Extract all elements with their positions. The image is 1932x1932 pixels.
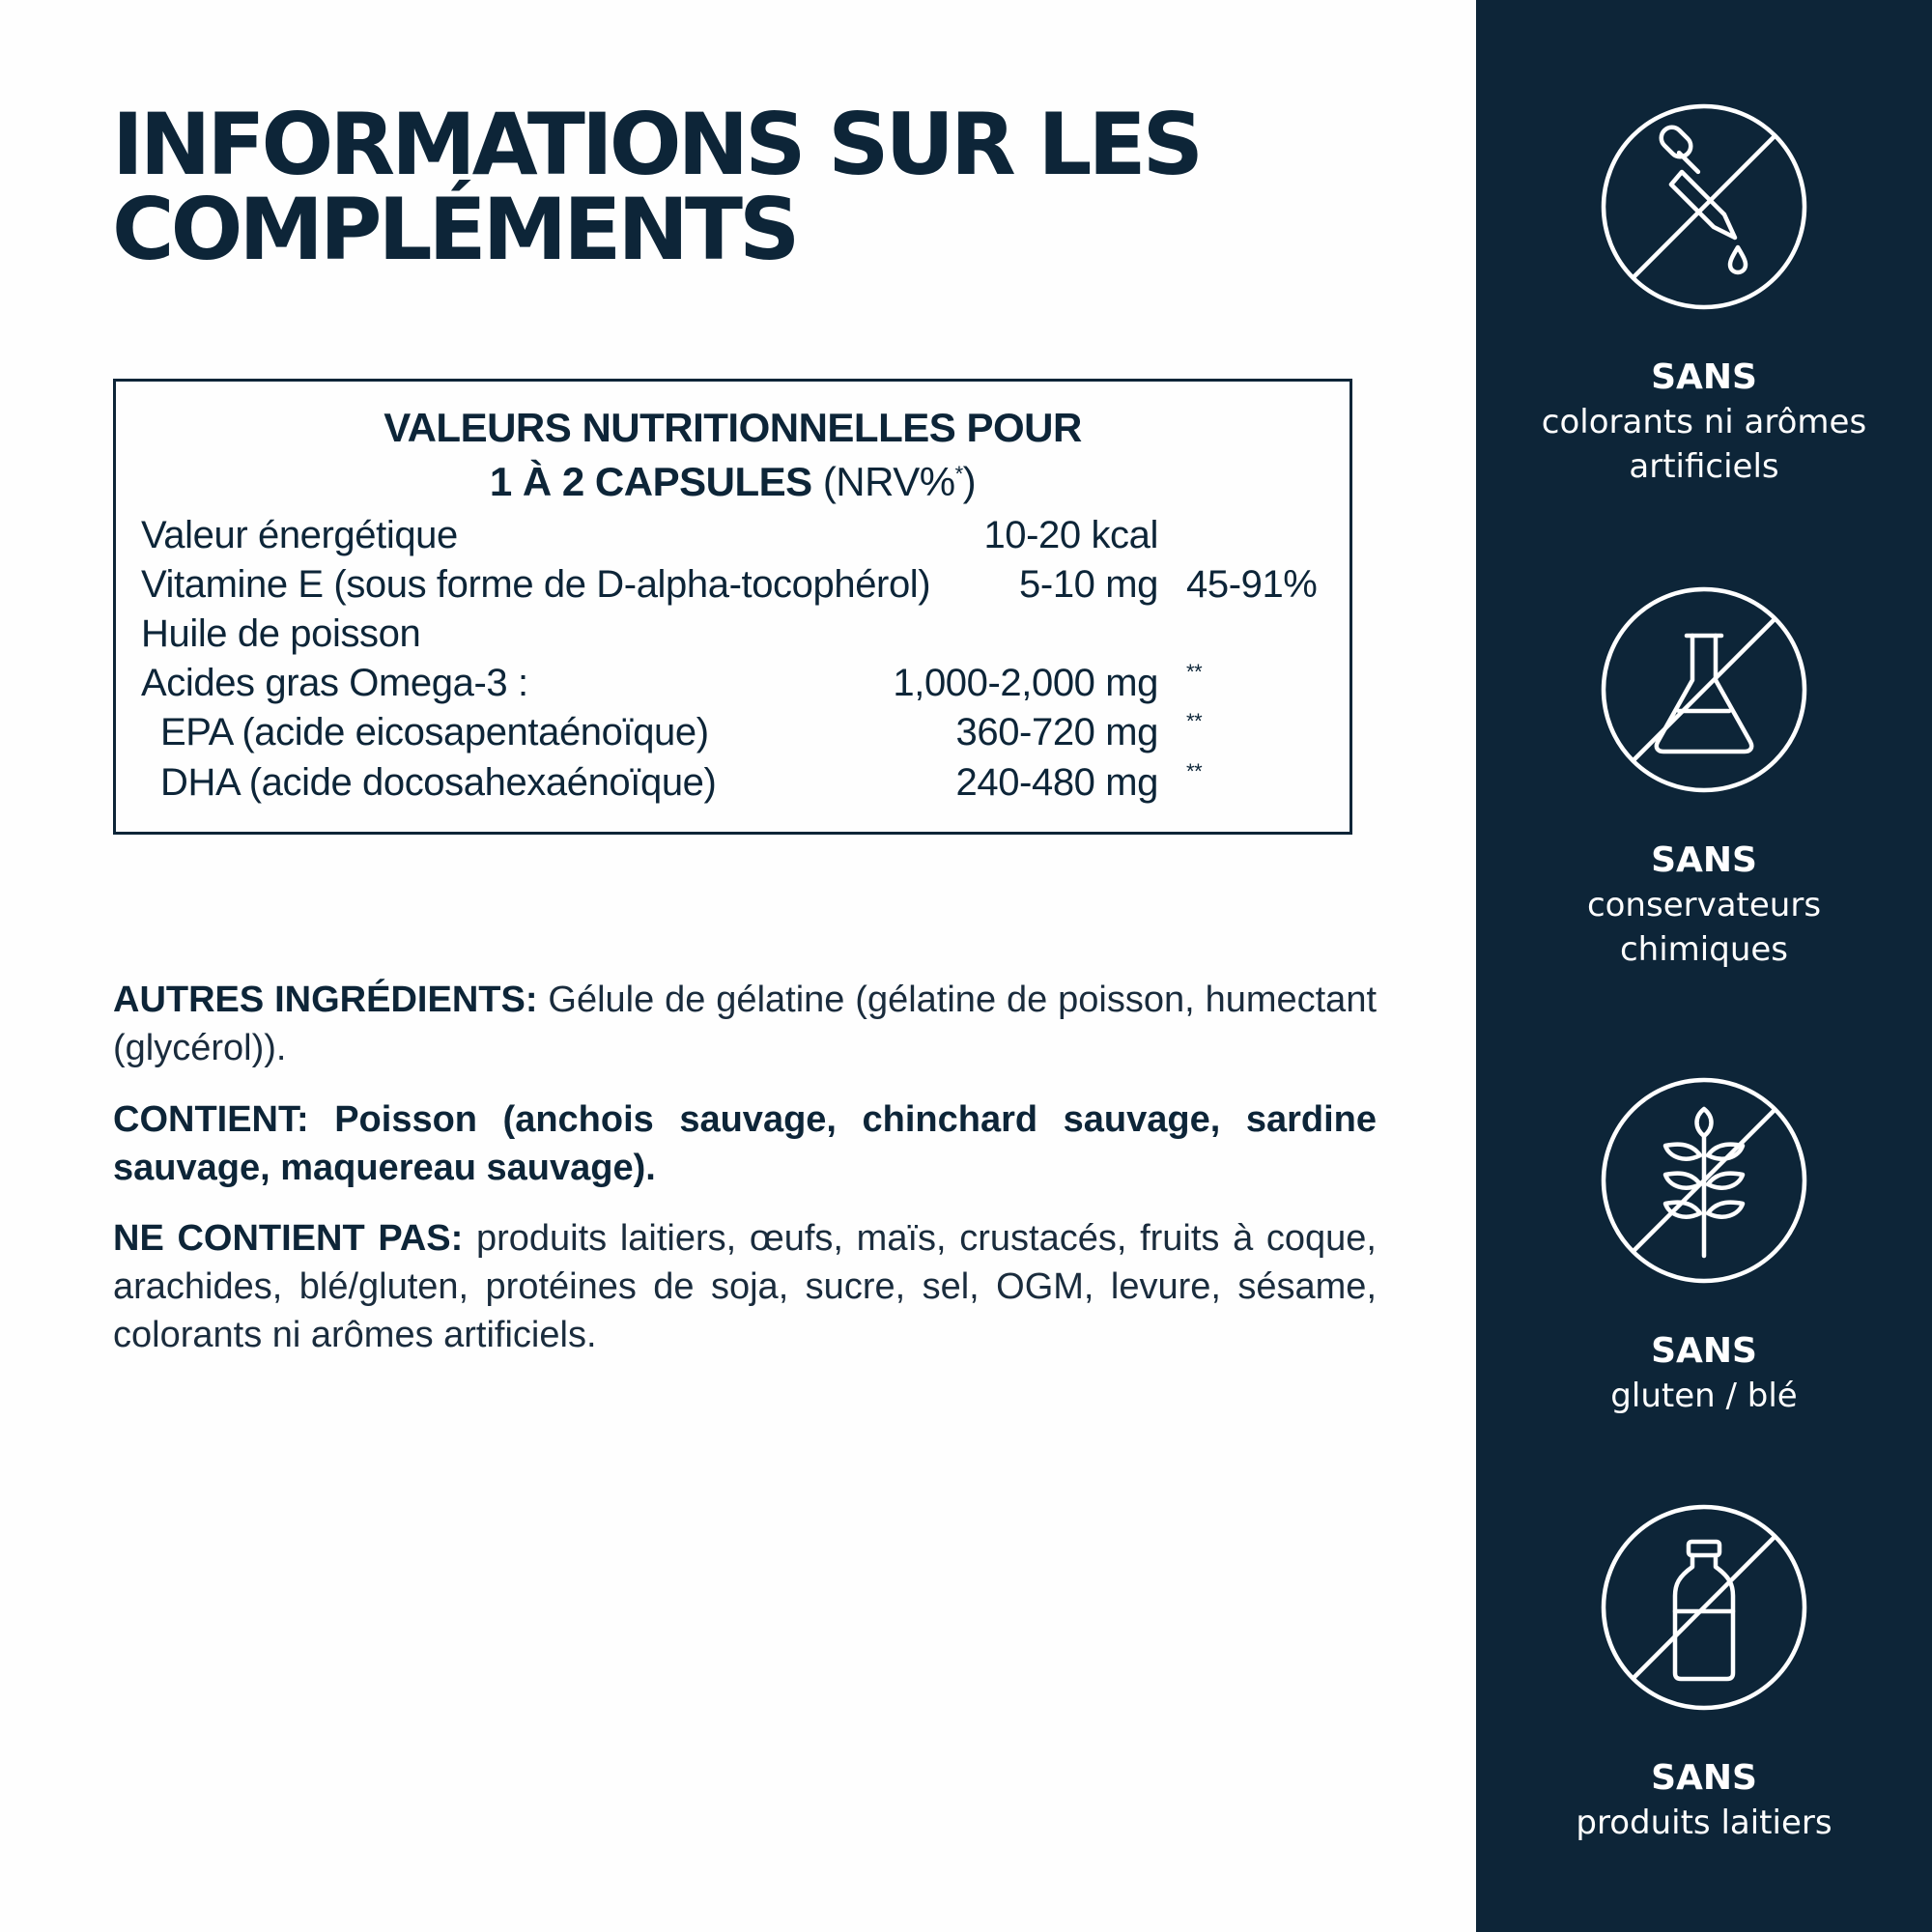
nutrient-nrv: ** bbox=[1186, 759, 1203, 783]
badge-sans-label: SANS bbox=[1651, 840, 1757, 880]
nutrition-row-fish-oil bbox=[116, 609, 1350, 659]
no-dropper-icon bbox=[1600, 102, 1808, 311]
badge-description: conservateurs chimiques bbox=[1586, 886, 1822, 969]
badge-description: colorants ni arômes artificiels bbox=[1541, 403, 1867, 486]
nutrient-label: Huile de poisson bbox=[141, 612, 421, 655]
page-title-line-1: INFORMATIONS SUR LES bbox=[112, 95, 1200, 194]
nutrition-heading-line-2 bbox=[116, 451, 1350, 505]
badge-sans-label: SANS bbox=[1651, 1758, 1757, 1798]
nutrition-heading bbox=[116, 405, 1350, 505]
badge-description: produits laitiers bbox=[1576, 1804, 1833, 1842]
badge-no-gluten bbox=[1476, 1076, 1932, 1418]
nutrient-amount: 360-720 mg bbox=[955, 711, 1158, 753]
nutrient-label: EPA (acide eicosapentaénoïque) bbox=[160, 711, 709, 753]
page-title bbox=[112, 95, 1200, 279]
no-wheat-icon bbox=[1600, 1076, 1808, 1285]
nutrition-row-omega-3 bbox=[116, 658, 1350, 708]
badge-no-preservatives bbox=[1476, 585, 1932, 972]
nutrient-label: Vitamine E (sous forme de D-alpha-tocophérol) bbox=[141, 563, 931, 606]
badge-no-colorants bbox=[1476, 102, 1932, 489]
not-contains-text: produits laitiers, œufs, maïs, crustacés, fruits à coque, arachides, blé/gluten, protéines de soja, sucre, sel, OGM, levure, sésame, colorants ni arômes artificiels. bbox=[113, 1218, 1377, 1355]
nutrient-amount: 1,000-2,000 mg bbox=[893, 662, 1158, 704]
contains-allergens bbox=[113, 1095, 1377, 1192]
nutrition-facts-table bbox=[113, 379, 1352, 835]
contains-text: Poisson (anchois sauvage, chinchard sauvage, sardine sauvage, maquereau sauvage). bbox=[113, 1099, 1377, 1188]
badge-no-dairy bbox=[1476, 1503, 1932, 1845]
free-from-sidebar bbox=[1476, 0, 1932, 1932]
nutrition-row-vitamin-e bbox=[116, 559, 1350, 610]
nutrient-amount: 10-20 kcal bbox=[983, 514, 1158, 556]
not-contains-label: NE CONTIENT PAS: bbox=[113, 1218, 464, 1259]
nutrient-label: DHA (acide docosahexaénoïque) bbox=[160, 761, 717, 804]
nutrition-row-dha bbox=[116, 757, 1350, 808]
nutrition-row-epa bbox=[116, 707, 1350, 757]
badge-description: gluten / blé bbox=[1610, 1377, 1798, 1415]
nutrient-label: Acides gras Omega-3 : bbox=[141, 662, 528, 704]
nutrient-amount: 240-480 mg bbox=[955, 761, 1158, 804]
nutrient-label: Valeur énergétique bbox=[141, 514, 458, 556]
page-title-line-2: COMPLÉMENTS bbox=[112, 180, 797, 279]
nutrition-heading-line-1: VALEURS NUTRITIONNELLES POUR bbox=[384, 405, 1082, 450]
nutrient-nrv: ** bbox=[1186, 660, 1203, 684]
nrv-unit-label: (NRV%*) bbox=[822, 459, 977, 504]
contains-label: CONTIENT: bbox=[113, 1099, 309, 1140]
serving-size-label: 1 À 2 CAPSULES bbox=[489, 459, 812, 504]
badge-sans-label: SANS bbox=[1651, 357, 1757, 397]
nutrition-row-energy bbox=[116, 510, 1350, 560]
no-flask-icon bbox=[1600, 585, 1808, 794]
does-not-contain bbox=[113, 1214, 1377, 1359]
nutrient-nrv: ** bbox=[1186, 709, 1203, 733]
nutrient-amount: 5-10 mg bbox=[1019, 563, 1158, 606]
other-ingredients bbox=[113, 976, 1377, 1072]
no-milk-bottle-icon bbox=[1600, 1503, 1808, 1712]
nutrient-nrv: 45-91% bbox=[1186, 563, 1318, 606]
other-ingredients-text: Gélule de gélatine (gélatine de poisson, humectant (glycérol)). bbox=[113, 980, 1378, 1068]
other-ingredients-label: AUTRES INGRÉDIENTS: bbox=[113, 980, 538, 1020]
badge-sans-label: SANS bbox=[1651, 1331, 1757, 1371]
